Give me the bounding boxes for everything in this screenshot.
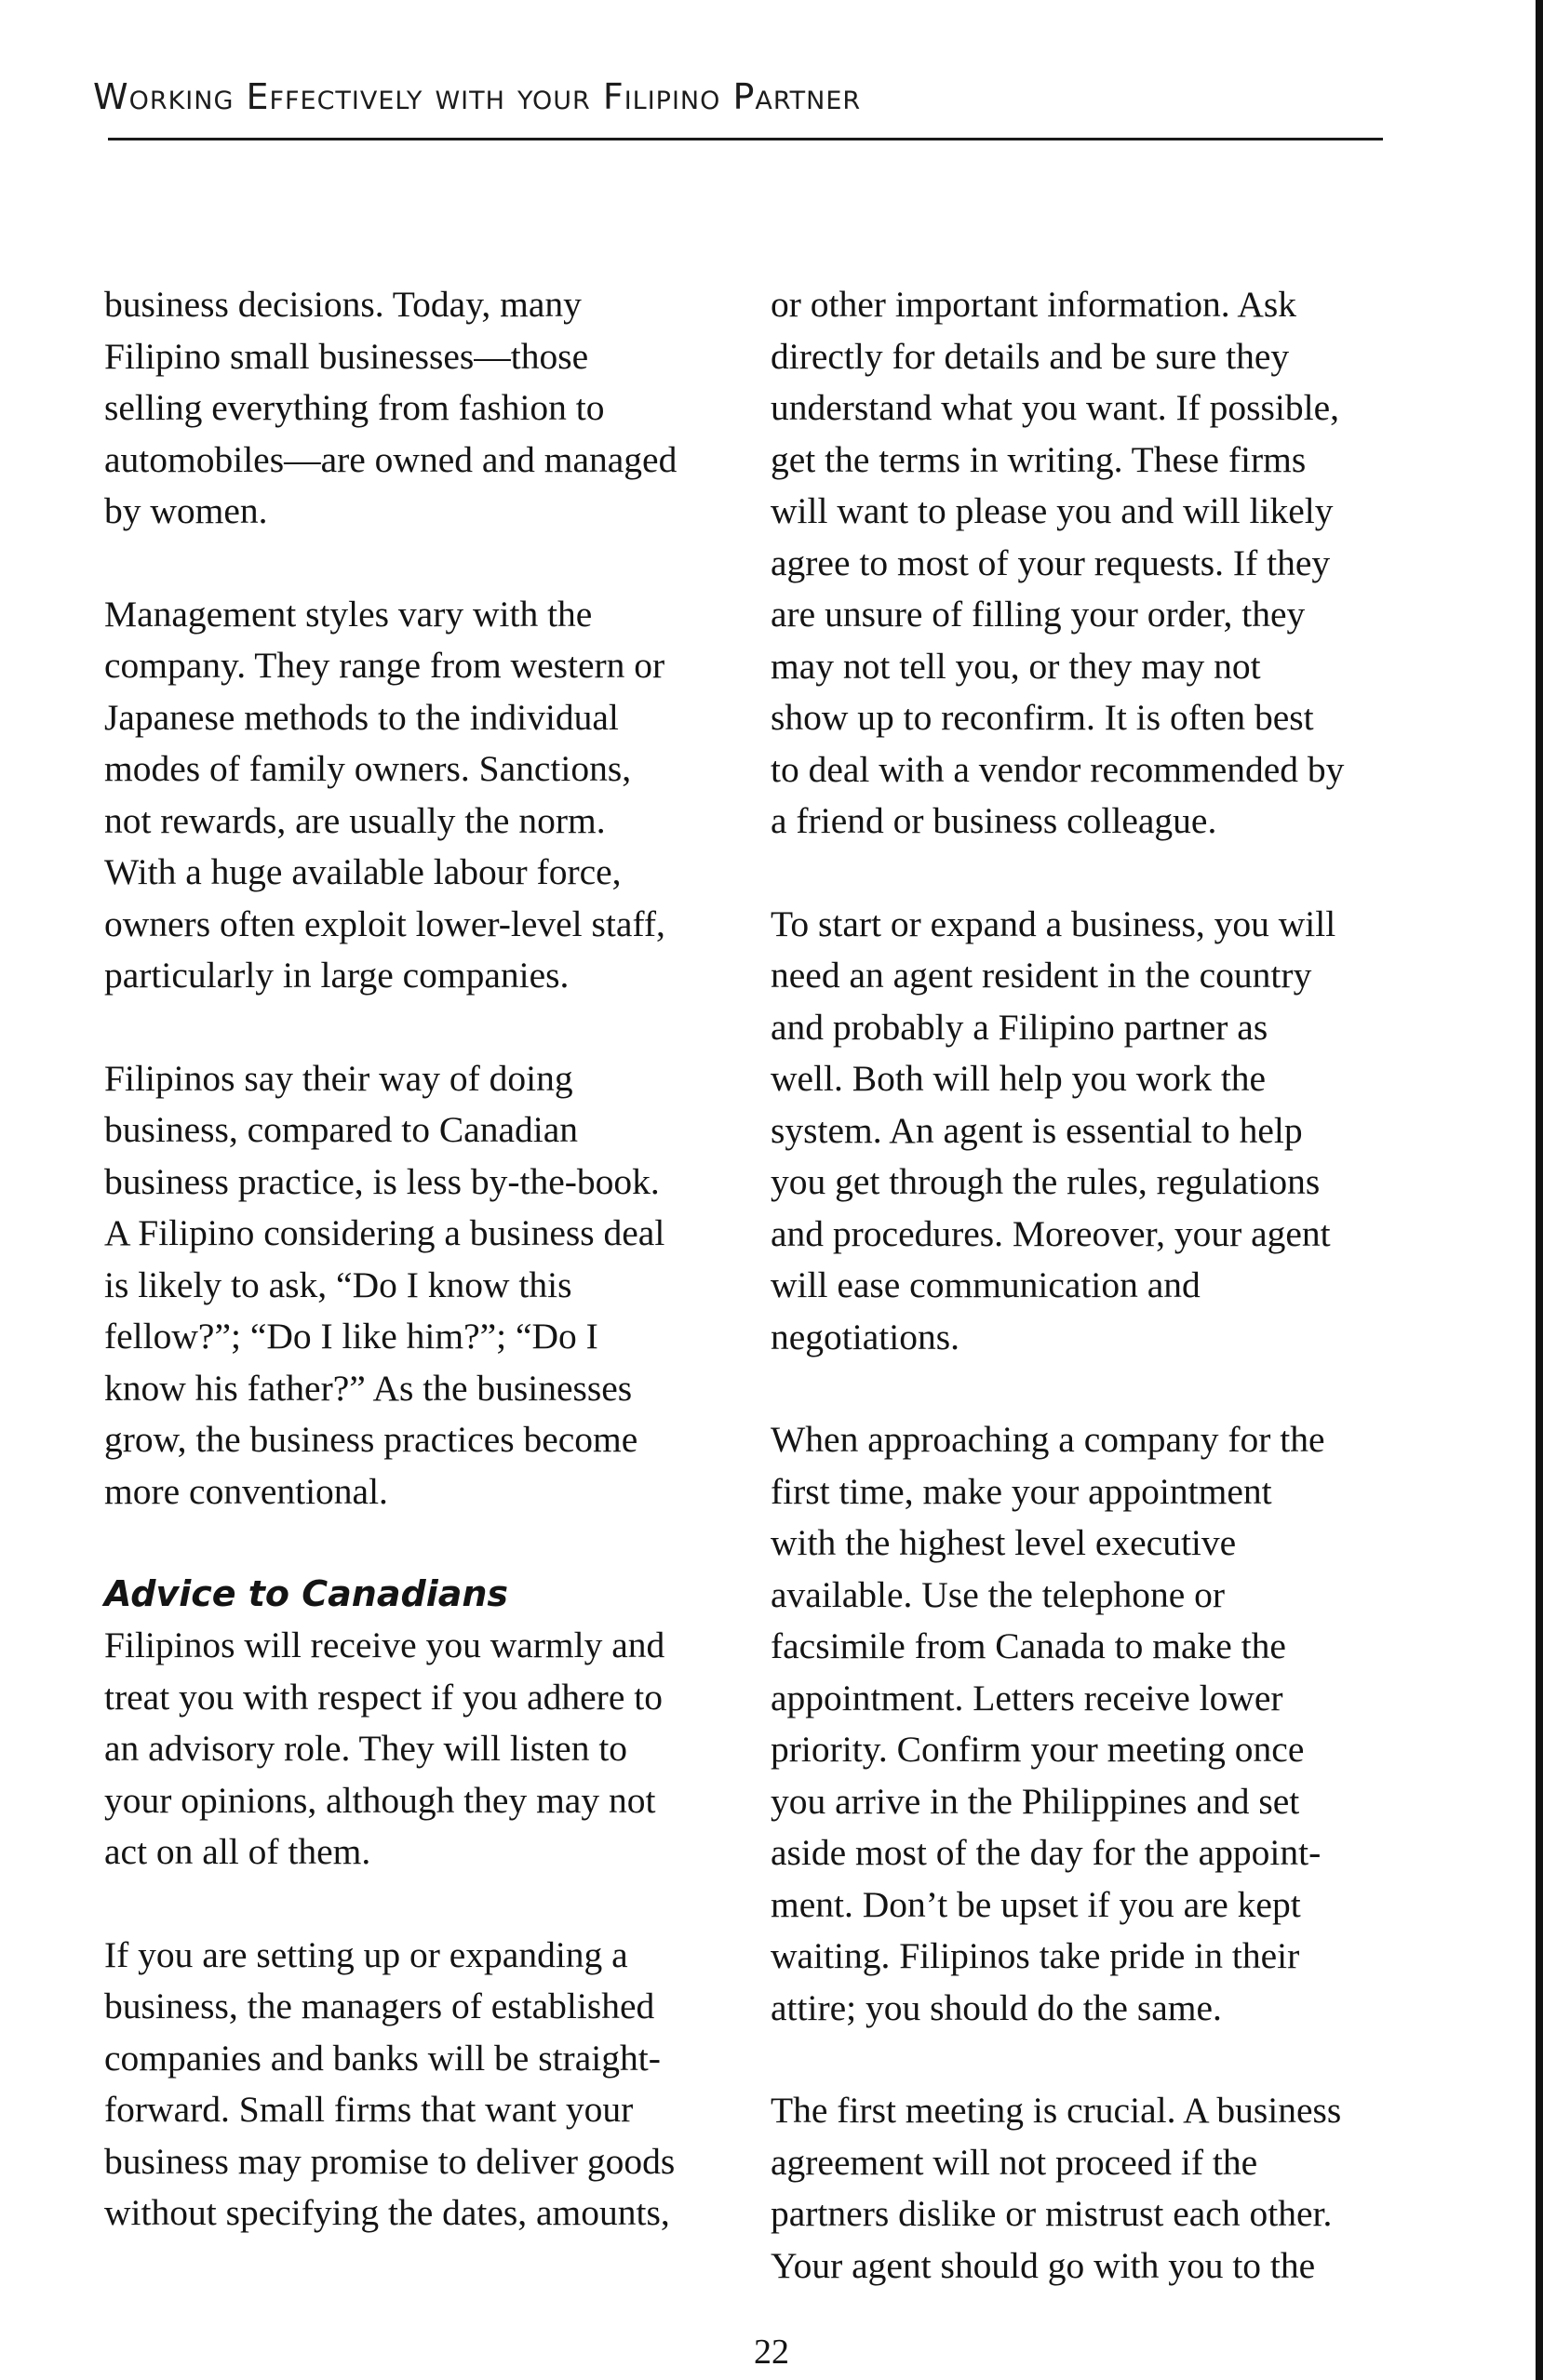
paragraph-agent-resident: To start or expand a business, you will need an agent resident in the country and probably a Filipino partner as well. Both will help you work the system. An agent is essential to help you get through the rules, regulations and procedures. Moreover, your agent will ease communication and negotiations. — [771, 903, 1336, 1357]
running-header: Working Effectively with your Filipino Partner — [93, 76, 862, 117]
paragraph-important-information: or other important information. Ask directly for details and be sure they understand what you want. If possible, get the terms in writing. These firms will want to please you and will likely agree to most of your requests. If they are unsure of filling your order, they may not tell you, or they may not show up to reconfirm. It is often best to deal with a vendor recommended by a friend or business colleague. — [771, 284, 1345, 841]
paragraph-management-styles: Management styles vary with the company. They range from western or Japanese methods to the individual modes of family owners. Sanctions, not rewards, are usually the norm. With a huge available labour force, owners often exploit lower-level staff, particularly in large companies. — [104, 593, 665, 996]
left-column — [104, 279, 756, 2291]
page-number: 22 — [754, 2333, 789, 2372]
paragraph-advisory-role: Filipinos will receive you warmly and treat you with respect if you adhere to an advisory role. They will listen to your opinions, although they may not act on all of them. — [104, 1625, 665, 1872]
header-rule — [108, 138, 1383, 140]
paragraph-women-owned-businesses: business decisions. Today, many Filipino small businesses—those selling everything from fashion to automobiles—are owned and managed by women. — [104, 284, 678, 531]
right-column — [771, 279, 1422, 2343]
paragraph-approaching-company: When approaching a company for the first time, make your appointment with the highest level executive available. Use the telephone or facsimile from Canada to make the appointment. Letters receive lower priority. Confirm your meeting once you arrive in the Philippines and set aside most of the day for the appoint- ment. Don’t be upset if you are kept waiting. Filipinos take pride in their attire; you should do the same. — [771, 1419, 1325, 2028]
page-edge — [1536, 0, 1543, 2380]
paragraph-doing-business: Filipinos say their way of doing business, compared to Canadian business practice, is less by-the-book. A Filipino considering a business deal is likely to ask, “Do I know this fellow?”; “Do I like him?”; “Do I know his father?” As the businesses grow, the business practices become more conventional. — [104, 1057, 665, 1512]
paragraph-first-meeting: The first meeting is crucial. A business agreement will not proceed if the partners dislike or mistrust each other. Your agent should go with you to the — [771, 2090, 1342, 2286]
paragraph-setting-up-business: If you are setting up or expanding a business, the managers of established companies and banks will be straight- forward. Small firms that want your business may promise to deliver goods without specifying the dates, amounts, — [104, 1933, 676, 2233]
section-heading: Advice to Canadians — [104, 1573, 509, 1614]
